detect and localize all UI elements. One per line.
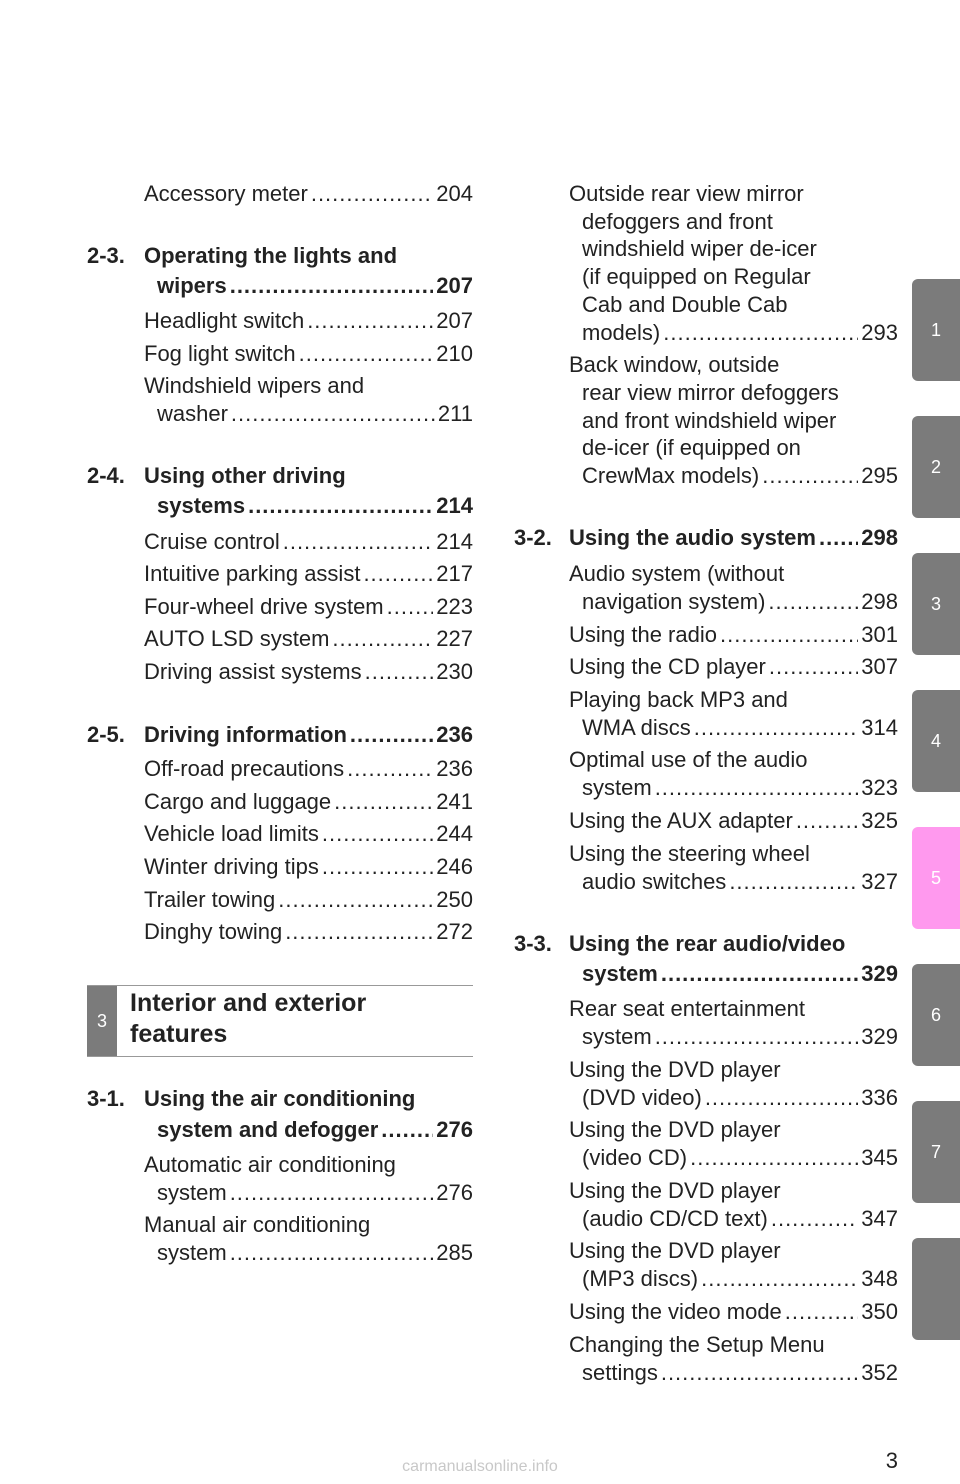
toc-section-3-1[interactable]: system and defogger ..... 276: [157, 1116, 473, 1144]
toc-entry-auto-ac-line1[interactable]: Automatic air conditioning: [144, 1152, 396, 1177]
toc-entry-dvd2-line1[interactable]: Using the DVD player: [569, 1117, 781, 1142]
toc-entry-mirror2-line2[interactable]: rear view mirror defoggers: [582, 380, 839, 405]
toc-entry-mirror1-line1[interactable]: Outside rear view mirror: [569, 181, 804, 206]
toc-entry-parking[interactable]: Intuitive parking assist ..... 217: [144, 560, 473, 588]
toc-entry-mirror2[interactable]: CrewMax models) ..... 295: [582, 462, 898, 490]
toc-entry-setup-line1[interactable]: Changing the Setup Menu: [569, 1332, 825, 1357]
toc-section-2-4[interactable]: systems ..... 214: [157, 492, 473, 520]
toc-entry-rse[interactable]: system ..... 329: [582, 1023, 898, 1051]
chapter-tab-3[interactable]: 3: [912, 553, 960, 655]
toc-entry-manual-ac[interactable]: system ..... 285: [157, 1239, 473, 1267]
toc-entry-winter[interactable]: Winter driving tips ..... 246: [144, 853, 473, 881]
toc-entry-dvd-video[interactable]: (DVD video) ..... 336: [582, 1084, 898, 1112]
toc-entry-dvd-video-cd[interactable]: (video CD) ..... 345: [582, 1144, 898, 1172]
toc-entry-fourwheel[interactable]: Four-wheel drive system ..... 223: [144, 593, 473, 621]
section-number: 2-4.: [87, 463, 125, 488]
section-title-line[interactable]: Using other driving: [144, 463, 346, 488]
section-title-line[interactable]: Using the rear audio/video: [569, 931, 846, 956]
watermark-text: carmanualsonline.info: [402, 1458, 558, 1475]
toc-entry-dvd1-line1[interactable]: Using the DVD player: [569, 1057, 781, 1082]
section-number: 3-1.: [87, 1086, 125, 1111]
toc-entry-steering-line1[interactable]: Using the steering wheel: [569, 841, 810, 866]
toc-entry-rse-line1[interactable]: Rear seat entertainment: [569, 996, 806, 1021]
toc-section-2-3[interactable]: wipers ..... 207: [157, 272, 473, 300]
section-number: 2-3.: [87, 243, 125, 268]
toc-entry-cd[interactable]: Using the CD player ..... 307: [569, 653, 898, 681]
toc-entry-mirror2-line3[interactable]: and front windshield wiper: [582, 408, 837, 433]
toc-entry-load[interactable]: Vehicle load limits ..... 244: [144, 820, 473, 848]
chapter-number-badge: 3: [87, 986, 117, 1056]
toc-entry-audio-system[interactable]: navigation system) ..... 298: [582, 588, 898, 616]
toc-entry-mp3[interactable]: WMA discs ..... 314: [582, 714, 898, 742]
toc-entry-cruise[interactable]: Cruise control ..... 214: [144, 528, 473, 556]
toc-entry-dvd3-line1[interactable]: Using the DVD player: [569, 1178, 781, 1203]
toc-section-3-2[interactable]: Using the audio system ..... 298: [569, 524, 898, 552]
chapter-tab-6[interactable]: 6: [912, 964, 960, 1066]
chapter-tab-1[interactable]: 1: [912, 279, 960, 381]
chapter-tab-2[interactable]: 2: [912, 416, 960, 518]
toc-entry-mirror1-line4[interactable]: (if equipped on Regular: [582, 264, 811, 289]
toc-entry-mp3-line1[interactable]: Playing back MP3 and: [569, 687, 788, 712]
toc-entry-foglight[interactable]: Fog light switch ..... 210: [144, 340, 473, 368]
section-number: 2-5.: [87, 722, 125, 747]
toc-entry-mirror2-line4[interactable]: de-icer (if equipped on: [582, 435, 801, 460]
toc-entry-autolsd[interactable]: AUTO LSD system ..... 227: [144, 625, 473, 653]
toc-entry-dinghy[interactable]: Dinghy towing ..... 272: [144, 918, 473, 946]
chapter-tab-7[interactable]: 7: [912, 1101, 960, 1203]
chapter-header: [87, 985, 473, 1057]
section-title-line[interactable]: Using the air conditioning: [144, 1086, 416, 1111]
toc-entry-setup[interactable]: settings ..... 352: [582, 1359, 898, 1387]
chapter-tab-5[interactable]: 5: [912, 827, 960, 929]
toc-entry-dvd-audio-cd[interactable]: (audio CD/CD text) ..... 347: [582, 1205, 898, 1233]
toc-entry-trailer[interactable]: Trailer towing ..... 250: [144, 886, 473, 914]
section-number: 3-3.: [514, 931, 552, 956]
toc-entry-mirror2-line1[interactable]: Back window, outside: [569, 352, 780, 377]
toc-entry-wipers-line1[interactable]: Windshield wipers and: [144, 373, 365, 398]
toc-entry-headlight[interactable]: Headlight switch ..... 207: [144, 307, 473, 335]
chapter-tab-index[interactable]: [912, 1238, 960, 1340]
toc-section-2-5[interactable]: Driving information ..... 236: [144, 721, 473, 749]
toc-entry-mirror1-line5[interactable]: Cab and Double Cab: [582, 292, 788, 317]
toc-entry-accessory-meter[interactable]: Accessory meter ..... 204: [144, 180, 473, 208]
toc-entry-video-mode[interactable]: Using the video mode ..... 350: [569, 1298, 898, 1326]
chapter-tab-4[interactable]: 4: [912, 690, 960, 792]
section-number: 3-2.: [514, 525, 552, 550]
section-title-line[interactable]: Operating the lights and: [144, 243, 398, 268]
toc-section-3-3[interactable]: system ..... 329: [582, 960, 898, 988]
toc-entry-steering[interactable]: audio switches ..... 327: [582, 868, 898, 896]
toc-entry-dvd4-line1[interactable]: Using the DVD player: [569, 1238, 781, 1263]
page-number: 3: [885, 1448, 898, 1473]
toc-entry-radio[interactable]: Using the radio ..... 301: [569, 621, 898, 649]
chapter-title-line1: Interior and exterior: [130, 989, 367, 1017]
toc-entry-offroad[interactable]: Off-road precautions ..... 236: [144, 755, 473, 783]
toc-entry-auto-ac[interactable]: system ..... 276: [157, 1179, 473, 1207]
toc-entry-mirror1-line2[interactable]: defoggers and front: [582, 209, 773, 234]
toc-entry-assist[interactable]: Driving assist systems ..... 230: [144, 658, 473, 686]
toc-entry-optimal-line1[interactable]: Optimal use of the audio: [569, 747, 808, 772]
toc-entry-optimal[interactable]: system ..... 323: [582, 774, 898, 802]
toc-entry-mirror1[interactable]: models) ..... 293: [582, 319, 898, 347]
toc-entry-mirror1-line3[interactable]: windshield wiper de-icer: [582, 236, 817, 261]
toc-entry-manual-ac-line1[interactable]: Manual air conditioning: [144, 1212, 371, 1237]
chapter-title-line2: features: [130, 1020, 228, 1048]
toc-entry-aux[interactable]: Using the AUX adapter ..... 325: [569, 807, 898, 835]
toc-entry-dvd-mp3[interactable]: (MP3 discs) ..... 348: [582, 1265, 898, 1293]
toc-entry-audio-line1[interactable]: Audio system (without: [569, 561, 785, 586]
toc-entry-cargo[interactable]: Cargo and luggage ..... 241: [144, 788, 473, 816]
toc-entry-wipers[interactable]: washer ..... 211: [157, 400, 473, 428]
